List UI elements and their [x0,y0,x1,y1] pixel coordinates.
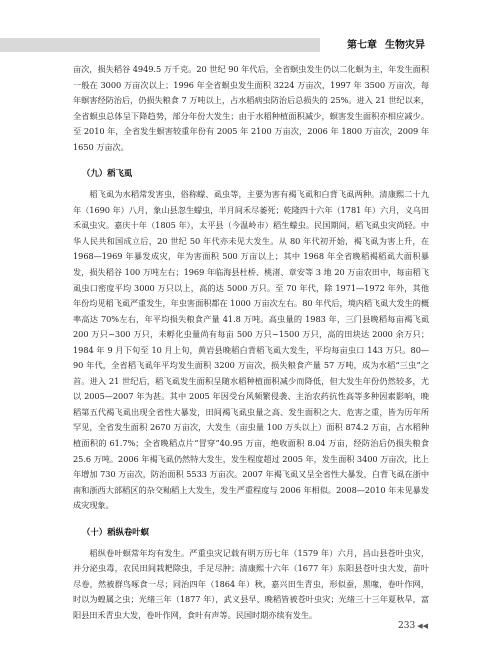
page-mark-icon: ◀◀ [417,622,428,630]
chapter-name: 生物灾异 [385,40,425,51]
page-number: 233 [398,621,416,631]
body-paragraph: 亩次，损失稻谷 4949.5 万千克。20 世纪 90 年代后，全省螟虫发生仍以二化螟为主，年发生面积一般在 3000 万亩次以上；1996 年全省螟虫发生面积 3224 万亩次，1997 年 3500 万亩次，每年螟害经防治后，仍损失粮食 7 万吨以上，占水稻病虫防治后总损失的 25%。进入 21 世纪以来，全省螟虫总体呈下降趋势，部分年份大发生；由于水稻种植面积减少，螟害发生面积亦相应减少。至 2010 年，全省发生螟害较重年份有 2005 年 2100 万亩次，2006 年 1800 万亩次，2009 年 1650 万亩次。 [73,64,429,152]
chapter-banner-bar [0,38,320,52]
body-paragraph: 稻纵卷叶螟常年均有发生。严重虫灾记载有明万历七年（1579 年）六月，昌山县苍叶虫灾，并分泌虫毒，农民田间栽耙除虫，手足尽肿；清康熙十六年（1677 年）东阳县苍叶虫大发，苗叶尽卷，然被群鸟啄食一尽；同治四年（1864 年）秋，嘉兴田生青虫，形似蚕，黑喙，卷叶作网，时以为蝗属之虫；光绪三年（1877 年），武义县早、晚稻皆被苍叶虫灾；光绪三十三年夏秋旱，富阳县田禾青虫大发，卷叶作网，食叶有声等。民国时期亦续有发生。 [73,547,429,620]
section-heading-rice-planthopper: （九）稻飞虱 [82,168,133,179]
page-footer [398,621,428,631]
chapter-number: 第七章 [347,40,377,51]
chapter-title [347,36,425,51]
page-body [73,62,429,624]
section-heading-rice-leaf-roller: （十）稻纵卷叶螟 [82,526,149,537]
body-paragraph: 稻飞虱为水稻常发害虫，俗称蠓、虱虫等，主要为害有褐飞虱和白背飞虱两种。清康熙二十九年（1690 年）八月，象山县忽生蠓虫，半月间禾尽萎死；乾隆四十六年（1781 年）六月，义乌田禾虱虫灾。嘉庆十年（1805 年），太平县（今温岭市）稻生蠓虫。民国期间，稻飞虱虫灾尚轻。中华人民共和国成立后，20 世纪 50 年代亦未见大发生。从 80 年代初开始，褐飞虱为害上升，在 1968—1969 年暴发成灾，年为害面积 500 万亩以上；其中 1968 年全省晚稻褐稻虱大面积暴发，损失稻谷 100 万吨左右；1969 年临海县杜桥、桃渚、章安等 3 地 20 万亩农田中，每亩稻飞虱虫口密度平均 3000 万只以上，高的达 5000 万只。至 70 年代，除 1971—1972 年外，其他年份均见稻飞虱严重发生，年虫害面积都在 1000 万亩次左右。80 年代后，境内稻飞虱大发生的概率高达 70%左右，年平均损失粮食产量 41.8 万吨。高虫量的 1983 年，三门县晚稻每亩褐飞虱 200 万只~300 万只，未孵化虫量尚有每亩 500 万只~1500 万只，高的田块达 2000 余万只；1984 年 9 月下旬至 10 月上旬，黄岩县晚稻白背稻飞虱大发生，平均每亩虫口 143 万只。80—90 年代，全省稻飞虱年平均发生面积 3200 万亩次，损失粮食产量 57 万吨，成为水稻“三虫”之首。进入 21 世纪后，稻飞虱发生面积呈随水稻种植面积减少而降低，但大发生年份仍然较多，尤以 2005—2007 年为甚。其中 2005 年因受台风频繁侵袭、主治农药抗性高等多种因素影响，晚稻第五代褐飞虱出现全省性大暴发，田间褐飞虱虫量之高、发生面积之大、危害之重，皆为历年所罕见，全省发生面积 2670 万亩次，大发生（亩虫量 100 万头以上）面积 874.2 万亩，占水稻种植面积的 61.7%；全省晚稻点片“冒穿”40.95 万亩，绝收面积 8.04 万亩，经防治后仍损失粮食 25.6 万吨。2006 年褐飞虱仍然特大发生，发生程度超过 2005 年，发生面积 3400 万亩次，比上年增加 730 万亩次，防治面积 5533 万亩次。2007 年褐飞虱又呈全省性大暴发，白背飞虱在浙中南和浙西大部稻区的杂交籼稻上大发生，发生严重程度与 2006 年相似。2008—2010 年未见暴发成灾现象。 [73,189,429,511]
page-header [0,0,480,60]
